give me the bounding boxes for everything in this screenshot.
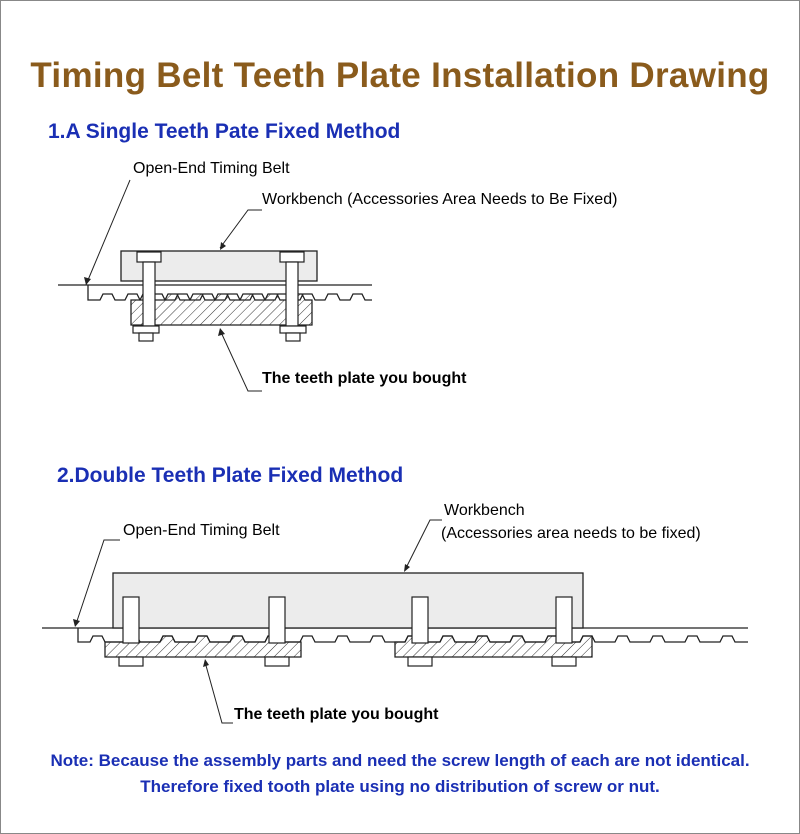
section1-diagram [58,180,372,391]
section2-belt-label: Open-End Timing Belt [123,522,280,539]
section2-nut-3 [408,657,432,666]
section2-nut-4 [552,657,576,666]
section1-screw-shank-right [286,262,298,326]
section2-workbench-label: Workbench [444,502,525,519]
note-line-1: Note: Because the assembly parts and need the screw length of each are not identical. [50,751,750,770]
section2-screw-4 [556,597,572,643]
section2-nut-2 [265,657,289,666]
section1-bolt-end-left [139,333,153,341]
section2-screw-3 [412,597,428,643]
section2-screw-2 [269,597,285,643]
section1-belt-label: Open-End Timing Belt [133,160,290,177]
section1-teeth-plate [131,294,312,325]
section2-plate-label: The teeth plate you bought [234,706,439,723]
section2-workbench-sublabel: (Accessories area needs to be fixed) [441,525,701,542]
section2-workbench-leader [405,520,442,570]
section1-plate-leader [220,330,262,391]
section2-heading: 2.Double Teeth Plate Fixed Method [57,464,404,487]
section2-diagram [42,520,748,723]
section1-nut-right [280,326,306,333]
section2-plate-leader [205,662,233,723]
page-title: Timing Belt Teeth Plate Installation Drawing [30,56,770,95]
section1-screw-shank-left [143,262,155,326]
section2-workbench-block [113,573,583,628]
section1-belt-teeth [88,285,372,300]
section2-nut-1 [119,657,143,666]
section1-screw-head-left [137,252,161,262]
section1-heading: 1.A Single Teeth Pate Fixed Method [48,120,401,143]
section1-workbench-label: Workbench (Accessories Area Needs to Be Fixed) [262,191,618,208]
section1-nut-left [133,326,159,333]
section1-bolt-end-right [286,333,300,341]
section1-screw-head-right [280,252,304,262]
note-line-2: Therefore fixed tooth plate using no distribution of screw or nut. [140,777,660,796]
section2-screw-1 [123,597,139,643]
section1-workbench-leader [220,210,262,248]
section1-plate-label: The teeth plate you bought [262,370,467,387]
